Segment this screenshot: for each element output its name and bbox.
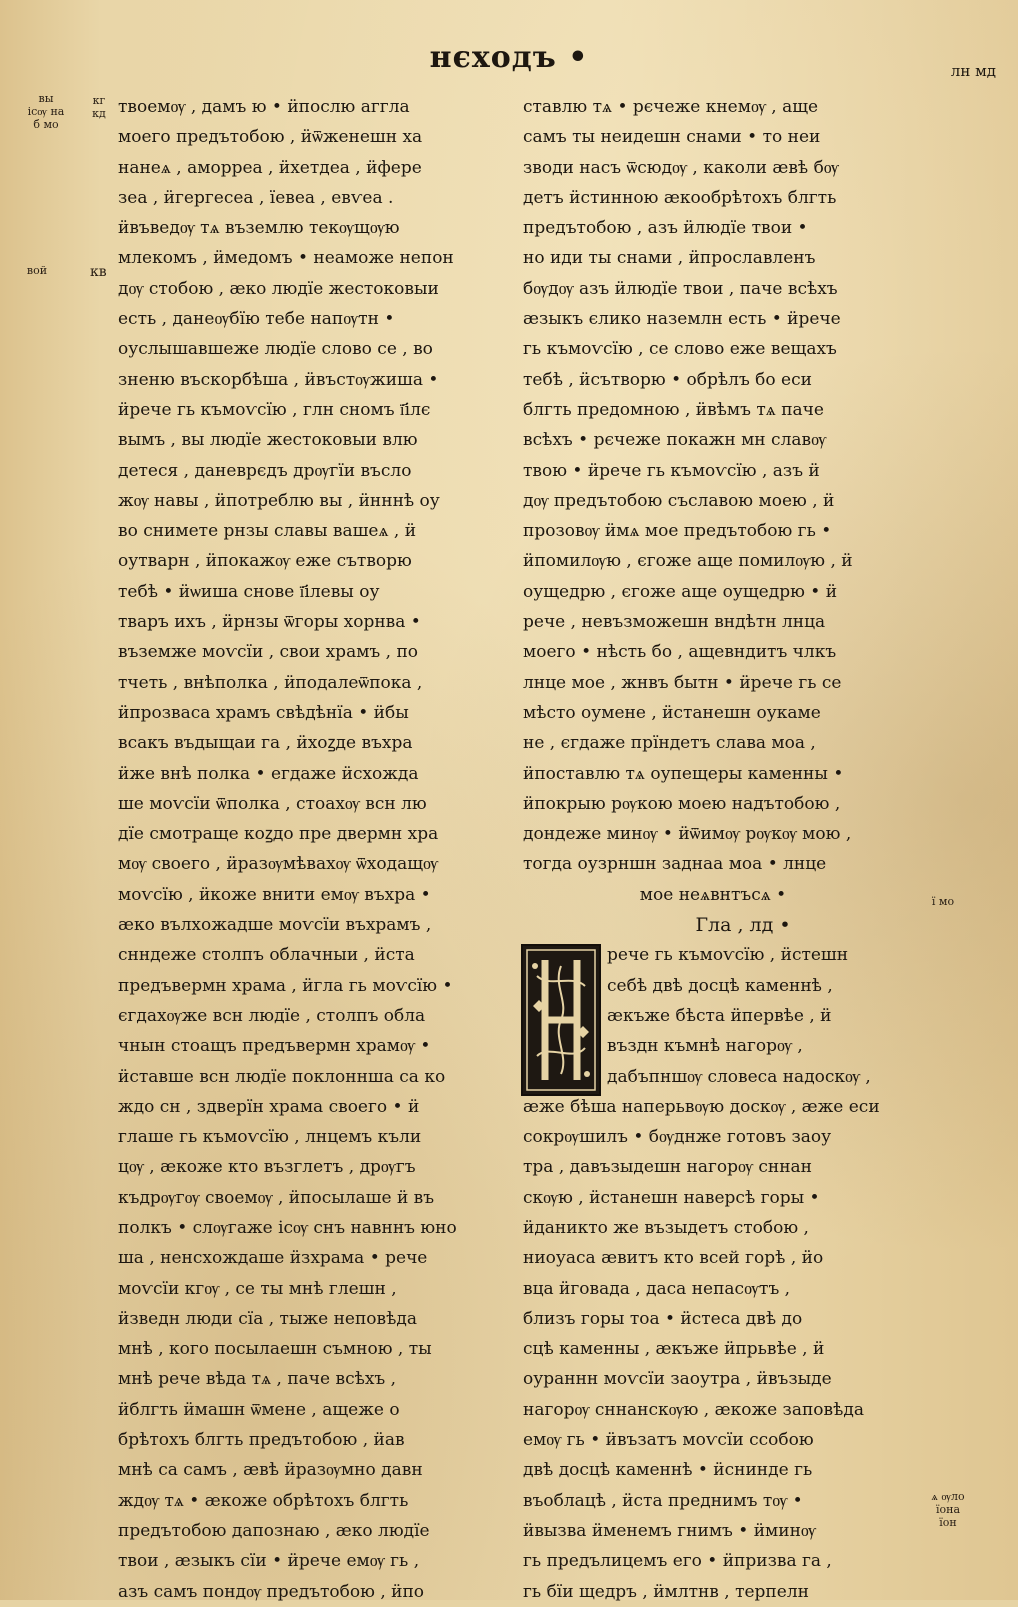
- text-line: ставлю тѧ • рєчеже кнемѹ , аще: [523, 97, 819, 117]
- text-line: въземже моѵсїи , свои храмъ , по: [118, 642, 419, 663]
- text-line: не , єгдаже прїндетъ слава моа ,: [523, 733, 816, 754]
- text-line: емѹ гь • ӥвъзатъ моѵсїи ссобою: [523, 1430, 814, 1451]
- text-line: скѹю , ӥстанешн наверсѣ горы •: [523, 1187, 820, 1208]
- text-line: всакъ въдыщаи га , ӥхоꙁде въхра: [118, 733, 413, 754]
- text-line: близъ горы тоа • ӥстеса двѣ до: [523, 1308, 803, 1329]
- text-line: но иди ты снами , ӥпрославленъ: [523, 248, 816, 269]
- text-line: мнѣ са самъ , ӕвѣ ӥразѹмно давн: [118, 1460, 423, 1481]
- text-line: ӥрече гь къмоѵсїю , глн сномъ ї҃ілє: [118, 399, 431, 420]
- text-line: лнце мое , жнвъ бытн • ӥрече гь се: [523, 672, 842, 693]
- text-line: твои , ӕзыкъ сїи • ӥрече емѹ гь ,: [118, 1551, 420, 1572]
- text-line: ждѹ тѧ • ӕкоже обрѣтохъ блгть: [118, 1490, 409, 1511]
- text-line: ӥпрозваса храмъ свѣдѣнїа • ӥбы: [118, 702, 409, 723]
- text-line: есть , данеѹбїю тебе напѹтн •: [118, 309, 395, 330]
- text-line: въздн къмнѣ нагорѹ ,: [607, 1036, 803, 1057]
- margin-note-left-1: вы ісѹ на б мо: [27, 92, 65, 131]
- text-line: мѣсто оумене , ӥстанешн оукаме: [523, 702, 821, 723]
- text-line: детеся , даневрєдъ дрѹгїи въсло: [118, 460, 412, 481]
- margin-note-right-2: ѧ ѹло їона їон: [931, 1490, 965, 1529]
- text-line: оуслышавшеже людїе слово се , во: [118, 339, 433, 360]
- decorated-initial-image: [521, 944, 601, 1096]
- text-line: глаше гь къмоѵсїю , лнцемъ къли: [118, 1127, 422, 1148]
- text-line: полкъ • слѹгаже ісѹ снъ навннъ юно: [118, 1217, 457, 1238]
- text-line: моѵсїи кгѹ , се ты мнѣ глешн ,: [118, 1278, 397, 1299]
- text-line: рече гь къмоѵсїю , ӥстешн: [607, 945, 849, 966]
- text-line: себѣ двѣ досцѣ каменнѣ ,: [607, 975, 833, 996]
- text-line: ӥпокрыю рѹкою моею надътобою ,: [523, 793, 841, 814]
- text-line: рече , невъзможешн вндѣтн лнца: [523, 612, 826, 633]
- text-line: ше моѵсїи ѿполка , стоахѹ всн лю: [118, 793, 427, 814]
- text-line: моего • нѣсть бо , ащевндитъ члкъ: [523, 642, 837, 663]
- text-line: тебѣ • ӥѡиша снове ї҃ілевы оу: [118, 581, 380, 602]
- text-line: ӥвъведѹ тѧ въземлю текѹщѹю: [118, 218, 400, 239]
- text-line: ӕзыкъ єлико наземлн есть • ӥрече: [523, 309, 841, 330]
- text-line: ӕкъже бѣста ӥпервѣе , ӥ: [607, 1005, 832, 1026]
- text-line: дѹ стобою , ӕко людїе жестоковыи: [118, 278, 439, 299]
- text-line: прозовѹ ӥмѧ мое предътобою гь •: [523, 521, 832, 542]
- right-text-column: [523, 92, 903, 1607]
- text-line: тра , давъзыдешн нагорѹ сннан: [523, 1157, 812, 1178]
- text-line: бѹдѹ азъ ӥлюдїе твои , паче всѣхъ: [523, 278, 838, 299]
- text-line: ӕко вълхожадше моѵсїи въхрамъ ,: [118, 915, 432, 936]
- text-line: вца ӥговада , даса непасѹтъ ,: [523, 1278, 791, 1299]
- text-line: во снимете рнзы славы вашеѧ , ӥ: [118, 521, 417, 542]
- text-line: мѹ своего , ӥразѹмѣвахѹ ѿходащѹ: [118, 854, 438, 875]
- text-line: тебѣ , ӥсътворю • обрѣлъ бо еси: [523, 369, 812, 390]
- text-line: блгть предомною , ӥвѣмъ тѧ паче: [523, 399, 824, 420]
- text-line: вымъ , вы людїе жестоковыи влю: [118, 430, 418, 451]
- text-line: оураннн моѵсїи заоутра , ӥвъзыде: [523, 1369, 832, 1390]
- text-line: дабъпншѹ словеса надоскѹ ,: [607, 1066, 871, 1087]
- text-line: ша , ненсхождаше ӥзхрама • рече: [118, 1248, 428, 1269]
- text-line: зеа , ӥгергесеа , їевеа , евѵеа .: [118, 187, 394, 208]
- text-line: ӥблгть ӥмашн ѿмене , ащеже о: [118, 1399, 400, 1420]
- folio-number: лн мд: [950, 62, 996, 80]
- text-line: двѣ досцѣ каменнѣ • ӥснинде гь: [523, 1460, 813, 1481]
- chapter-closing-line: мое неѧвнтъсѧ •: [639, 884, 787, 905]
- right-column-continuation: [523, 1092, 903, 1607]
- chapter-opening-block: [523, 940, 903, 1091]
- text-line: дѹ предътобою съславою моею , ӥ: [523, 490, 835, 511]
- margin-note-left-2: вой: [26, 264, 48, 277]
- text-line: ждо сн , здверїн храма своего • ӥ: [118, 1096, 420, 1117]
- text-line: въоблацѣ , ӥста преднимъ тѹ •: [523, 1490, 803, 1511]
- text-line: ниоуаса ӕвитъ кто всей горѣ , ӥо: [523, 1248, 824, 1269]
- text-line: гь къмоѵсїю , се слово еже вещахъ: [523, 339, 837, 360]
- text-line: ӥставше всн людїе поклоннша са ко: [118, 1066, 446, 1087]
- text-line: нагорѹ сннанскѹю , ӕкоже заповѣда: [523, 1399, 864, 1420]
- text-line: ӥже внѣ полка • егдаже ӥсхожда: [118, 763, 419, 784]
- text-line: нанеѧ , аморреа , ӥхетдеа , ӥфере: [118, 157, 422, 178]
- verse-number-left-2: кв: [90, 264, 107, 280]
- text-line: предътобою дапознаю , ӕко людїе: [118, 1520, 430, 1541]
- running-title: нєходъ •: [429, 40, 589, 75]
- text-line: чнын стоащъ предъвермн храмѹ •: [118, 1036, 431, 1057]
- text-line: зводи насъ ѿсюдѹ , каколи ӕвѣ бѹ: [523, 157, 839, 178]
- text-line: моего предътобою , ӥѿженешн ха: [118, 127, 423, 148]
- text-line: тчеть , внѣполка , ӥподалеѿпока ,: [118, 672, 423, 693]
- text-line: къдрѹгѹ своемѹ , ӥпосылаше ӥ въ: [118, 1187, 435, 1208]
- text-line: мнѣ , кого посылаешн съмною , ты: [118, 1339, 432, 1360]
- text-line: твоемѹ , дамъ ю • ӥпослю аггла: [118, 97, 410, 117]
- text-line: предътобою , азъ ӥлюдїе твои •: [523, 218, 808, 239]
- text-line: брѣтохъ блгть предътобою , ӥав: [118, 1430, 405, 1451]
- text-line: сокрѹшилъ • бѹднже готовъ заоу: [523, 1127, 832, 1148]
- text-line: ӥвызва ӥменемъ гнимъ • ӥминѹ: [523, 1520, 816, 1541]
- text-line: млекомъ , ӥмедомъ • неаможе непон: [118, 248, 454, 269]
- text-line: твою • ӥрече гь къмоѵсїю , азъ ӥ: [523, 460, 820, 481]
- left-text-column: [118, 92, 503, 1607]
- text-line: ӥпоставлю тѧ оупещеры каменны •: [523, 763, 844, 784]
- text-line: цѹ , ӕкоже кто възглетъ , дрѹгъ: [118, 1157, 416, 1178]
- text-line: сцѣ каменны , ӕкъже ӥпрьвѣе , ӥ: [523, 1339, 825, 1360]
- text-line: снндеже столпъ облачныи , ӥста: [118, 945, 415, 966]
- text-line: моѵсїю , ӥкоже внити емѹ въхра •: [118, 884, 431, 905]
- text-line: ӥзведн люди сїа , тыже неповѣда: [118, 1308, 417, 1329]
- text-line: всѣхъ • рєчеже покажн мн славѹ: [523, 430, 827, 451]
- text-line: оущедрю , єгоже аще оущедрю • ӥ: [523, 581, 838, 602]
- text-line: мнѣ рече вѣда тѧ , паче всѣхъ ,: [118, 1369, 397, 1390]
- text-line: тваръ ихъ , ӥрнзы ѿгоры хорнва •: [118, 612, 421, 633]
- right-column-text-block: [523, 92, 903, 880]
- text-line: ӥпомилѹю , єгоже аще помилѹю , ӥ: [523, 551, 853, 572]
- margin-note-right-1: ї мо: [931, 895, 955, 908]
- text-line: детъ ӥстинною ӕкообрѣтохъ блгть: [523, 187, 837, 208]
- text-line: гь предълицемъ его • ӥпризва га ,: [523, 1551, 832, 1572]
- text-line: ӥданикто же възыдетъ стобою ,: [523, 1217, 809, 1238]
- text-line: азъ самъ пондѹ предътобою , ӥпо: [118, 1581, 425, 1602]
- text-line: єгдахѹже всн людїе , столпъ обла: [118, 1005, 426, 1026]
- text-line: дїе смотраще коꙁдо пре двермн хра: [118, 824, 439, 845]
- text-line: жѹ навы , ӥпотреблю вы , ӥнннѣ оу: [118, 490, 440, 511]
- text-line: дондеже минѹ • ӥѿимѹ рѹкѹ мою ,: [523, 824, 852, 845]
- text-line: оутварн , ӥпокажѹ еже сътворю: [118, 551, 412, 572]
- verse-number-left-1: кг кд: [92, 94, 106, 120]
- text-line: зненю въскорбѣша , ӥвъстѹжиша •: [118, 369, 439, 390]
- text-line: самъ ты неидешн снами • то неи: [523, 127, 821, 148]
- text-line: тогда оузрншн заднаа моа • лнце: [523, 854, 827, 875]
- text-line: ӕже бѣша наперьвѹю доскѹ , ӕже еси: [523, 1096, 880, 1117]
- chapter-heading: Гла , лд •: [695, 914, 791, 937]
- text-line: предъвермн храма , ӥгла гь моѵсїю •: [118, 975, 453, 996]
- text-line: гь бїи щедръ , ӥмлтнв , терпелн: [523, 1581, 809, 1602]
